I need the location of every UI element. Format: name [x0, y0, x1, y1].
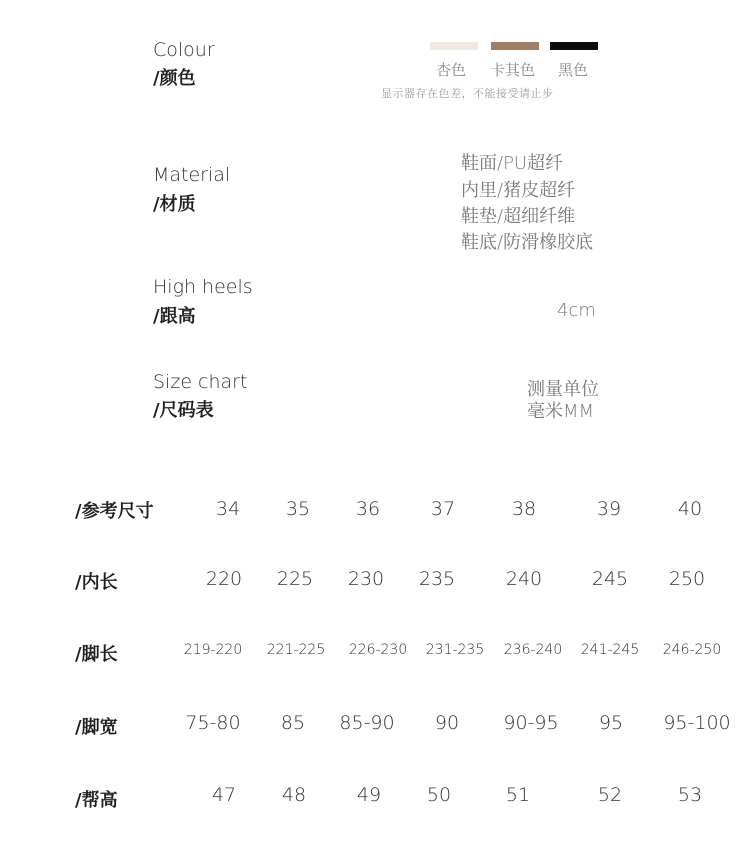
table-cell: 75-80 [185, 712, 241, 734]
table-cell: 250 [668, 568, 706, 590]
material-label-en: Material [153, 164, 231, 186]
table-cell: 52 [597, 784, 623, 806]
size-chart-label-cn: /尺码表 [153, 400, 214, 421]
heels-label-cn: /跟高 [153, 306, 196, 327]
row-label-foot-width: /脚宽 [75, 717, 118, 738]
material-label-cn: /材质 [153, 194, 196, 215]
table-cell: 38 [511, 498, 537, 520]
table-cell: 49 [356, 784, 382, 806]
table-cell: 95 [598, 712, 624, 734]
heel-height-value: 4cm [557, 300, 596, 321]
table-cell: 40 [677, 498, 703, 520]
table-cell: 47 [211, 784, 237, 806]
table-cell: 236-240 [503, 642, 563, 658]
table-cell: 90-95 [503, 712, 559, 734]
table-cell: 48 [281, 784, 307, 806]
table-cell: 39 [596, 498, 622, 520]
material-sole: 鞋底/防滑橡胶底 [461, 232, 594, 253]
table-cell: 231-235 [425, 642, 485, 658]
colour-difference-note: 显示器存在色差，不能接受请止步 [381, 87, 554, 100]
heels-label-en: High heels [153, 276, 253, 298]
colour-label-cn: /颜色 [153, 68, 196, 89]
swatch-khaki [491, 42, 539, 50]
colour-label-en: Colour [153, 39, 215, 61]
table-cell: 95-100 [663, 712, 731, 734]
table-cell: 221-225 [266, 642, 326, 658]
unit-value: 毫米MM [527, 401, 595, 422]
table-cell: 245 [591, 568, 629, 590]
row-label-inner-length: /内长 [75, 572, 118, 593]
table-cell: 220 [205, 568, 243, 590]
table-cell: 51 [505, 784, 531, 806]
swatch-name-khaki: 卡其色 [490, 61, 536, 79]
table-cell: 34 [215, 498, 241, 520]
table-cell: 226-230 [348, 642, 408, 658]
table-cell: 50 [426, 784, 452, 806]
table-cell: 230 [347, 568, 385, 590]
table-cell: 53 [677, 784, 703, 806]
table-cell: 85 [280, 712, 306, 734]
table-cell: 37 [430, 498, 456, 520]
table-cell: 235 [418, 568, 456, 590]
material-lining: 内里/猪皮超纤 [461, 180, 576, 201]
row-label-upper-height: /帮高 [75, 790, 118, 811]
table-cell: 219-220 [183, 642, 243, 658]
swatch-name-apricot: 杏色 [436, 61, 467, 79]
table-cell: 246-250 [662, 642, 722, 658]
table-cell: 35 [285, 498, 311, 520]
swatch-name-black: 黑色 [558, 61, 589, 79]
material-insole: 鞋垫/超细纤维 [461, 206, 576, 227]
swatch-black [550, 42, 598, 50]
table-cell: 90 [434, 712, 460, 734]
row-label-size: /参考尺寸 [75, 501, 154, 522]
table-cell: 240 [505, 568, 543, 590]
size-chart-label-en: Size chart [153, 371, 248, 393]
swatch-apricot [430, 42, 478, 50]
unit-label: 测量单位 [527, 379, 599, 400]
table-cell: 225 [276, 568, 314, 590]
material-upper: 鞋面/PU超纤 [461, 153, 564, 174]
table-cell: 36 [355, 498, 381, 520]
table-cell: 241-245 [580, 642, 640, 658]
row-label-foot-length: /脚长 [75, 644, 118, 665]
table-cell: 85-90 [339, 712, 395, 734]
